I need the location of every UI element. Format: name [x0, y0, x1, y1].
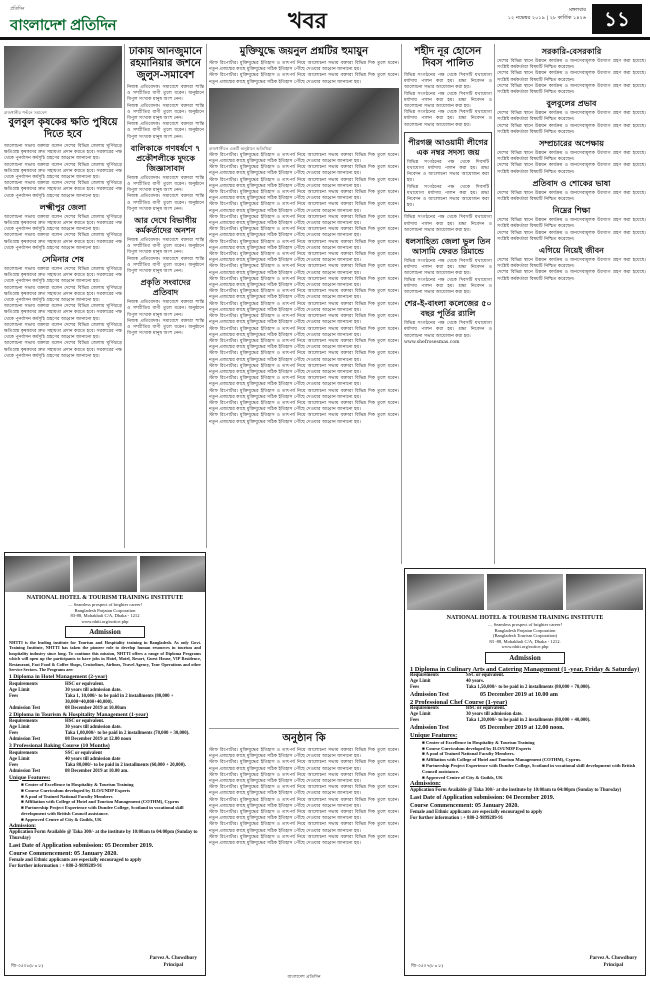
- article-body: আলোচনা সভায় বক্তারা বলেন দেশের বিভিন্ন জেলায় ঘূর্ণিঝড়ে ক্ষতিগ্রস্ত কৃষকদের দ্রুত সহায়তা প্রদান করতে হবে। সরকারের পক্ষ থেকে পুনর্বাসন কর্মসূচি গ্রহণের আহ্বান জানানো হয়।: [4, 144, 122, 162]
- headline[interactable]: নিম্নের শিক্ষা: [552, 206, 591, 216]
- article-body: স্টাফ রিপোর্টার। মুক্তিযুদ্ধের ইতিহাস ও তাৎপর্য নিয়ে আলোচনা সভায় বক্তারা বিভিন্ন দিক তুলে ধরেন। নতুন প্রজন্মের কাছে মুক্তিযুদ্ধের সঠিক ইতিহাস পৌঁছে দেওয়ার আহ্বান জানানো হয়।: [209, 227, 399, 239]
- article-body: বিভিন্ন সংগঠনের পক্ষ থেকে দিবসটি যথাযোগ্য মর্যাদায় পালন করা হয়। শ্রদ্ধা নিবেদন ও আলোচনা সভার আয়োজন করা হয়।: [404, 215, 492, 233]
- article-body: দেশের বিভিন্ন স্থানে উন্নয়ন কার্যক্রম ও জনসেবামূলক উদ্যোগ গ্রহণ করা হয়েছে। সংশ্লিষ্ট কর্মকর্তারা বিষয়টি নিশ্চিত করেছেন।: [497, 218, 646, 230]
- nhtti-advertisement-left[interactable]: [4, 552, 206, 976]
- feature-item: ■ Partnership Project Experience with Dundee College, Scotland in vocational skill development with British Council assistance.: [21, 805, 184, 817]
- article-body: আলোচনা সভায় বক্তারা বলেন দেশের বিভিন্ন জেলায় ঘূর্ণিঝড়ে ক্ষতিগ্রস্ত কৃষকদের দ্রুত সহায়তা প্রদান করতে হবে। সরকারের পক্ষ থেকে পুনর্বাসন কর্মসূচি গ্রহণের আহ্বান জানানো হয়।: [4, 214, 122, 233]
- nhtti-advertisement-right[interactable]: [404, 568, 646, 976]
- article-body: স্টাফ রিপোর্টার। মুক্তিযুদ্ধের ইতিহাস ও তাৎপর্য নিয়ে আলোচনা সভায় বক্তারা বিভিন্ন দিক তুলে ধরেন। নতুন প্রজন্মের কাছে মুক্তিযুদ্ধের সঠিক ইতিহাস পৌঁছে দেওয়ার আহ্বান জানানো হয়।: [209, 822, 399, 834]
- page-number: ১১: [592, 4, 642, 34]
- article-body: দেশের বিভিন্ন স্থানে উন্নয়ন কার্যক্রম ও জনসেবামূলক উদ্যোগ গ্রহণ করা হয়েছে। সংশ্লিষ্ট কর্মকর্তারা বিষয়টি নিশ্চিত করেছেন।: [497, 163, 646, 175]
- column-2: [127, 44, 204, 548]
- article-body: স্টাফ রিপোর্টার। মুক্তিযুদ্ধের ইতিহাস ও তাৎপর্য নিয়ে আলোচনা সভায় বক্তারা বিভিন্ন দিক তুলে ধরেন। নতুন প্রজন্মের কাছে মুক্তিযুদ্ধের সঠিক ইতিহাস পৌঁছে দেওয়ার আহ্বান জানানো হয়।: [209, 810, 399, 822]
- headline[interactable]: প্রতিবাদ ও শোকের ভাষা: [532, 178, 611, 188]
- article-body: স্টাফ রিপোর্টার। মুক্তিযুদ্ধের ইতিহাস ও তাৎপর্য নিয়ে আলোচনা সভায় বক্তারা বিভিন্ন দিক তুলে ধরেন। নতুন প্রজন্মের কাছে মুক্তিযুদ্ধের সঠিক ইতিহাস পৌঁছে দেওয়ার আহ্বান জানানো হয়।: [209, 748, 399, 760]
- article-body: নিজস্ব প্রতিবেদক। সমাবেশে বক্তারা শান্তি ও সম্প্রীতির বাণী তুলে ধরেন। অনুষ্ঠানে বিপুল সংখ্যক মানুষ অংশ নেন।: [127, 318, 204, 337]
- headline[interactable]: পীরগঞ্জ আওয়ামী লীগের এক নম্বর সদস্য জয়: [408, 137, 488, 157]
- feature-item: ■ Course Curriculum developed by ILO/UNDP Experts: [21, 787, 131, 793]
- article-body: স্টাফ রিপোর্টার। মুক্তিযুদ্ধের ইতিহাস ও তাৎপর্য নিয়ে আলোচনা সভায় বক্তারা বিভিন্ন দিক তুলে ধরেন। নতুন প্রজন্মের কাছে মুক্তিযুদ্ধের সঠিক ইতিহাস পৌঁছে দেওয়ার আহ্বান জানানো হয়।: [209, 190, 399, 202]
- feature-item: ■ A pool of Trained National Faculty Members: [21, 793, 113, 799]
- unique-features-title: Unique Features:: [410, 732, 458, 740]
- article-body: বিভিন্ন সংগঠনের পক্ষ থেকে দিবসটি যথাযোগ্য মর্যাদায় পালন করা হয়। শ্রদ্ধা নিবেদন ও আলোচনা সভার আয়োজন করা হয়।: [404, 73, 492, 91]
- ad-photo: [407, 574, 484, 610]
- article-body: স্টাফ রিপোর্টার। মুক্তিযুদ্ধের ইতিহাস ও তাৎপর্য নিয়ে আলোচনা সভায় বক্তারা বিভিন্ন দিক তুলে ধরেন। নতুন প্রজন্মের কাছে মুক্তিযুদ্ধের সঠিক ইতিহাস পৌঁছে দেওয়ার আহ্বান জানানো হয়।: [209, 276, 399, 289]
- article-body: স্টাফ রিপোর্টার। মুক্তিযুদ্ধের ইতিহাস ও তাৎপর্য নিয়ে আলোচনা সভায় বক্তারা বিভিন্ন দিক তুলে ধরেন। নতুন প্রজন্মের কাছে মুক্তিযুদ্ধের সঠিক ইতিহাস পৌঁছে দেওয়ার আহ্বান জানানো হয়।: [209, 797, 399, 809]
- article-body: বিভিন্ন সংগঠনের পক্ষ থেকে দিবসটি যথাযোগ্য মর্যাদায় পালন করা হয়। শ্রদ্ধা নিবেদন ও আলোচনা সভার আয়োজন করা হয়।: [407, 159, 489, 184]
- program-2: 2 Professional Chef Course (1-year) Requirements HSC or equivalent. Age Limit 30 years till admission date. Fees Taka 1,20,000/- to be paid in 2 installments (80,000 + 40,000). Admission Test 05 December 2019 at 12.00 noon.: [410, 698, 591, 732]
- column-5: [497, 44, 646, 564]
- female-note: Female and Ethnic applicants are especially encouraged to apply: [410, 809, 543, 815]
- ad-org-name: NATIONAL HOTEL & TOURISM TRAINING INSTITUTE: [446, 615, 604, 621]
- news-photo[interactable]: [4, 46, 122, 108]
- column-divider: [206, 44, 207, 548]
- ad-photo: [140, 556, 205, 592]
- column-1: [4, 44, 122, 548]
- last-date: Last Date of Application submission: 04 December 2019.: [410, 794, 555, 801]
- feature-item: ■ Affiliation with College of Hotel and Tourism Management (COTHM), Cyprus: [21, 799, 180, 805]
- feature-item: ■ Center of Excellence in Hospitality & Tourism Training: [422, 739, 535, 745]
- headline[interactable]: বুলবুল কৃষকের ক্ষতি পুষিয়ে দিতে হবে: [8, 117, 118, 140]
- headline[interactable]: বুলবুলের প্রভাব: [546, 99, 597, 109]
- article-body: নিজস্ব প্রতিবেদক। সমাবেশে বক্তারা শান্তি ও সম্প্রীতির বাণী তুলে ধরেন। অনুষ্ঠানে বিপুল সংখ্যক মানুষ অংশ নেন।: [127, 85, 204, 103]
- column-3-lower: [209, 731, 399, 921]
- article-body: দেশের বিভিন্ন স্থানে উন্নয়ন কার্যক্রম ও জনসেবামূলক উদ্যোগ গ্রহণ করা হয়েছে। সংশ্লিষ্ট কর্মকর্তারা বিষয়টি নিশ্চিত করেছেন।: [497, 123, 646, 135]
- article-body: স্টাফ রিপোর্টার। মুক্তিযুদ্ধের ইতিহাস ও তাৎপর্য নিয়ে আলোচনা সভায় বক্তারা বিভিন্ন দিক তুলে ধরেন। নতুন প্রজন্মের কাছে মুক্তিযুদ্ধের সঠিক ইতিহাস পৌঁছে দেওয়ার আহ্বান জানানো হয়।: [209, 264, 399, 276]
- article-body: নিজস্ব প্রতিবেদক। সমাবেশে বক্তারা শান্তি ও সম্প্রীতির বাণী তুলে ধরেন। অনুষ্ঠানে বিপুল সংখ্যক মানুষ অংশ নেন।: [127, 256, 204, 275]
- headline[interactable]: আর দেখে বিভাগীয় কর্মকর্তাদের অনশন: [134, 216, 197, 236]
- article-body: স্টাফ রিপোর্টার। মুক্তিযুদ্ধের ইতিহাস ও তাৎপর্য নিয়ে আলোচনা সভায় বক্তারা বিভিন্ন দিক তুলে ধরেন। নতুন প্রজন্মের কাছে মুক্তিযুদ্ধের সঠিক ইতিহাস পৌঁছে দেওয়ার আহ্বান জানানো হয়।: [209, 351, 399, 363]
- article-body: স্টাফ রিপোর্টার। মুক্তিযুদ্ধের ইতিহাস ও তাৎপর্য নিয়ে আলোচনা সভায় বক্তারা বিভিন্ন দিক তুলে ধরেন। নতুন প্রজন্মের কাছে মুক্তিযুদ্ধের সঠিক ইতিহাস পৌঁছে দেওয়ার আহ্বান জানানো হয়।: [209, 202, 399, 214]
- article-body: আলোচনা সভায় বক্তারা বলেন দেশের বিভিন্ন জেলায় ঘূর্ণিঝড়ে ক্ষতিগ্রস্ত কৃষকদের দ্রুত সহায়তা প্রদান করতে হবে। সরকারের পক্ষ থেকে পুনর্বাসন কর্মসূচি গ্রহণের আহ্বান জানানো হয়।: [4, 304, 122, 322]
- last-date: Last Date of Application submission: 05 December 2019.: [9, 843, 154, 850]
- ad-intro: NHTTI is the leading institute for Tourism and Hospitality training in Bangladesh. As only Govt. Training Institute, NHTTI has taken the pioneer role to develop human resources in tourism and hospitality industry since long. To continue this mission, NHTTI offers a range of Diploma Programs which will open up the participants to have jobs in Hotel, Motel, Resort, Guest House, VIP Residence, Restaurant, Fast Food & Coffee Shops, Cruiselines, Airlines, Travel Agency, Tour Operations and other Service Sectors. The Programs are:: [9, 640, 201, 673]
- article-body: দেশের বিভিন্ন স্থানে উন্নয়ন কার্যক্রম ও জনসেবামূলক উদ্যোগ গ্রহণ করা হয়েছে। সংশ্লিষ্ট কর্মকর্তারা বিষয়টি নিশ্চিত করেছেন।: [497, 270, 646, 282]
- column-divider: [494, 44, 495, 564]
- ad-photo-strip: [5, 556, 205, 592]
- article-body: স্টাফ রিপোর্টার। মুক্তিযুদ্ধের ইতিহাস ও তাৎপর্য নিয়ে আলোচনা সভায় বক্তারা বিভিন্ন দিক তুলে ধরেন। নতুন প্রজন্মের কাছে মুক্তিযুদ্ধের সঠিক ইতিহাস পৌঁছে দেওয়ার আহ্বান জানানো হয়।: [209, 834, 399, 847]
- feature-item: ■ Affiliation with College of Hotel and Tourism Management (COTHM), Cyprus.: [422, 757, 582, 763]
- article-body: স্টাফ রিপোর্টার। মুক্তিযুদ্ধের ইতিহাস ও তাৎপর্য নিয়ে আলোচনা সভায় বক্তারা বিভিন্ন দিক তুলে ধরেন। নতুন প্রজন্মের কাছে মুক্তিযুদ্ধের সঠিক ইতিহাস পৌঁছে দেওয়ার আহ্বান জানানো হয়।: [209, 301, 399, 313]
- ad-code: জি-৩৫০৮(৮ x ৮): [11, 963, 43, 968]
- contact-info: For further information : + 880-2-9899289-91: [9, 864, 103, 870]
- ad-photo: [5, 556, 70, 592]
- feature-item: ■ Approved Centre of City & Guilds, UK: [21, 816, 102, 822]
- photo-caption: রাজধানীর পল্টনে সমাবেশ: [4, 110, 47, 115]
- article-body: দেশের বিভিন্ন স্থানে উন্নয়ন কার্যক্রম ও জনসেবামূলক উদ্যোগ গ্রহণ করা হয়েছে। সংশ্লিষ্ট কর্মকর্তারা বিষয়টি নিশ্চিত করেছেন।: [497, 59, 646, 71]
- headline[interactable]: ঢাকায় আনজুমানে রহমানিয়ার জশনে জুলুস-সমাবেশ: [129, 46, 202, 81]
- ad-body: [5, 640, 205, 870]
- masthead: [0, 0, 650, 40]
- ad-parent: Bangladesh Parjatan Corporation: [494, 627, 556, 633]
- article-body: স্টাফ রিপোর্টার। মুক্তিযুদ্ধের ইতিহাস ও তাৎপর্য নিয়ে আলোচনা সভায় বক্তারা বিভিন্ন দিক তুলে ধরেন। নতুন প্রজন্মের কাছে মুক্তিযুদ্ধের সঠিক ইতিহাস পৌঁছে দেওয়ার আহ্বান জানানো হয়।: [209, 760, 399, 772]
- article-body: স্টাফ রিপোর্টার। মুক্তিযুদ্ধের ইতিহাস ও তাৎপর্য নিয়ে আলোচনা সভায় বক্তারা বিভিন্ন দিক তুলে ধরেন। নতুন প্রজন্মের কাছে মুক্তিযুদ্ধের সঠিক ইতিহাস পৌঁছে দেওয়ার আহ্বান জানানো হয়।: [209, 400, 399, 413]
- admission-text: Application Form Available @ Taka 300/- at the institute by 10:00am to 04:00pm (Sunday to Thursday): [410, 787, 622, 793]
- article-body: স্টাফ রিপোর্টার। মুক্তিযুদ্ধের ইতিহাস ও তাৎপর্য নিয়ে আলোচনা সভায় বক্তারা বিভিন্ন দিক তুলে ধরেন। নতুন প্রজন্মের কাছে মুক্তিযুদ্ধের সঠিক ইতিহাস পৌঁছে দেওয়ার আহ্বান জানানো হয়।: [209, 165, 399, 177]
- signature-block: Parvez A. Chowdhury Principal: [149, 956, 197, 968]
- article-body: দেশের বিভিন্ন স্থানে উন্নয়ন কার্যক্রম ও জনসেবামূলক উদ্যোগ গ্রহণ করা হয়েছে। সংশ্লিষ্ট কর্মকর্তারা বিষয়টি নিশ্চিত করেছেন।: [497, 258, 646, 270]
- female-note: Female and Ethnic applicants are especially encouraged to apply: [9, 858, 142, 864]
- headline[interactable]: এগিয়ে নিয়েই জীবন: [539, 246, 604, 256]
- article-body: আলোচনা সভায় বক্তারা বলেন দেশের বিভিন্ন জেলায় ঘূর্ণিঝড়ে ক্ষতিগ্রস্ত কৃষকদের দ্রুত সহায়তা প্রদান করতে হবে। সরকারের পক্ষ থেকে পুনর্বাসন কর্মসূচি গ্রহণের আহ্বান জানানো হয়।: [4, 162, 122, 181]
- feature-item: ■ Partnership Project Experience with Dundee College, Scotland in vocational skill development with British Council assistance.: [422, 762, 636, 774]
- course-commencement: Course Commencement: 05 January 2020.: [9, 851, 118, 858]
- news-photo[interactable]: [209, 88, 399, 144]
- article-body: স্টাফ রিপোর্টার। মুক্তিযুদ্ধের ইতিহাস ও তাৎপর্য নিয়ে আলোচনা সভায় বক্তারা বিভিন্ন দিক তুলে ধরেন। নতুন প্রজন্মের কাছে মুক্তিযুদ্ধের সঠিক ইতিহাস পৌঁছে দেওয়ার আহ্বান জানানো হয়।: [209, 326, 399, 338]
- ad-website[interactable]: www.nhtti.org/notice.php: [81, 618, 129, 624]
- ad-website[interactable]: www.nhtti.org/notice.php: [501, 644, 549, 649]
- ad-photo: [566, 574, 643, 610]
- article-body: বিভিন্ন সংগঠনের পক্ষ থেকে দিবসটি যথাযোগ্য মর্যাদায় পালন করা হয়। শ্রদ্ধা নিবেদন ও আলোচনা সভার আয়োজন করা হয়।: [404, 110, 492, 128]
- admission-button[interactable]: Admission: [485, 652, 565, 664]
- course-commencement: Course Commencement: 05 January 2020.: [410, 802, 519, 809]
- ad-parent: Bangladesh Parjatan Corporation: [74, 607, 136, 613]
- column-divider: [124, 44, 125, 548]
- article-body: স্টাফ রিপোর্টার। মুক্তিযুদ্ধের ইতিহাস ও তাৎপর্য নিয়ে আলোচনা সভায় বক্তারা বিভিন্ন দিক তুলে ধরেন। নতুন প্রজন্মের কাছে মুক্তিযুদ্ধের সঠিক ইতিহাস পৌঁছে দেওয়ার আহ্বান জানানো হয়।: [209, 376, 399, 388]
- article-body: বিভিন্ন সংগঠনের পক্ষ থেকে দিবসটি যথাযোগ্য মর্যাদায় পালন করা হয়। শ্রদ্ধা নিবেদন ও আলোচনা সভার আয়োজন করা হয়।: [404, 259, 492, 277]
- headline[interactable]: সম্প্রচারের অপেক্ষায়: [539, 139, 604, 149]
- article-body: নিজস্ব প্রতিবেদক। সমাবেশে বক্তারা শান্তি ও সম্প্রীতির বাণী তুলে ধরেন। অনুষ্ঠানে বিপুল সংখ্যক মানুষ অংশ নেন।: [127, 300, 204, 318]
- article-body: আলোচনা সভায় বক্তারা বলেন দেশের বিভিন্ন জেলায় ঘূর্ণিঝড়ে ক্ষতিগ্রস্ত কৃষকদের দ্রুত সহায়তা প্রদান করতে হবে। সরকারের পক্ষ থেকে পুনর্বাসন কর্মসূচি গ্রহণের আহ্বান জানানো হয়।: [4, 233, 122, 251]
- article-body: বিভিন্ন সংগঠনের পক্ষ থেকে দিবসটি যথাযোগ্য মর্যাদায় পালন করা হয়। শ্রদ্ধা নিবেদন ও আলোচনা সভার আয়োজন করা হয়।: [404, 91, 492, 110]
- article-body: আলোচনা সভায় বক্তারা বলেন দেশের বিভিন্ন জেলায় ঘূর্ণিঝড়ে ক্ষতিগ্রস্ত কৃষকদের দ্রুত সহায়তা প্রদান করতে হবে। সরকারের পক্ষ থেকে পুনর্বাসন কর্মসূচি গ্রহণের আহ্বান জানানো হয়।: [4, 267, 122, 285]
- ad-code: জি-৩৫০৭(৮ x ৮): [411, 963, 443, 968]
- ad-address: 83-88, Mohakhali C/A, Dhaka - 1212: [70, 613, 140, 618]
- article-body: স্টাফ রিপোর্টার। মুক্তিযুদ্ধের ইতিহাস ও তাৎপর্য নিয়ে আলোচনা সভায় বক্তারা বিভিন্ন দিক তুলে ধরেন। নতুন প্রজন্মের কাছে মুক্তিযুদ্ধের সঠিক ইতিহাস পৌঁছে দেওয়ার আহ্বান জানানো হয়।: [209, 252, 399, 264]
- ad-address: 83 -88, Mohakhali C/A, Dhaka - 1212.: [489, 638, 561, 644]
- program-2: 2 Diploma in Tourism & Hospitality Management (1-year) Requirements HSC or equivalent. Age Limit 30 years till admission date. Fees Taka 1,00,000/- to be paid in 2 installments (70,000 + 30,000). Admission Test 08 December 2019 at 12.00 noon: [9, 711, 190, 743]
- boxed-story: [404, 132, 492, 213]
- article-body: স্টাফ রিপোর্টার। মুক্তিযুদ্ধের ইতিহাস ও তাৎপর্য নিয়ে আলোচনা সভায় বক্তারা বিভিন্ন দিক তুলে ধরেন। নতুন প্রজন্মের কাছে মুক্তিযুদ্ধের সঠিক ইতিহাস পৌঁছে দেওয়ার আহ্বান জানানো হয়।: [209, 413, 399, 425]
- headline[interactable]: প্রকৃতি সংবাদের প্রতিবাদ: [140, 278, 191, 298]
- article-body: বিভিন্ন সংগঠনের পক্ষ থেকে দিবসটি যথাযোগ্য মর্যাদায় পালন করা হয়। শ্রদ্ধা নিবেদন ও আলোচনা সভার আয়োজন করা হয়।: [407, 184, 489, 209]
- section-divider: [209, 728, 399, 729]
- article-body: দেশের বিভিন্ন স্থানে উন্নয়ন কার্যক্রম ও জনসেবামূলক উদ্যোগ গ্রহণ করা হয়েছে। সংশ্লিষ্ট কর্মকর্তারা বিষয়টি নিশ্চিত করেছেন।: [497, 83, 646, 96]
- column-divider: [401, 44, 402, 564]
- headline[interactable]: মুক্তিযুদ্ধে জয়নুল প্রশ্নটির হুমায়ুন: [239, 46, 369, 57]
- feature-item: ■ Center of Excellence in Hospitality & Tourism Training: [21, 782, 134, 788]
- article-body: নিজস্ব প্রতিবেদক। সমাবেশে বক্তারা শান্তি ও সম্প্রীতির বাণী তুলে ধরেন। অনুষ্ঠানে বিপুল সংখ্যক মানুষ অংশ নেন।: [127, 238, 204, 256]
- article-body: স্টাফ রিপোর্টার। মুক্তিযুদ্ধের ইতিহাস ও তাৎপর্য নিয়ে আলোচনা সভায় বক্তারা বিভিন্ন দিক তুলে ধরেন। নতুন প্রজন্মের কাছে মুক্তিযুদ্ধের সঠিক ইতিহাস পৌঁছে দেওয়ার আহ্বান জানানো হয়।: [209, 177, 399, 189]
- article-body: দেশের বিভিন্ন স্থানে উন্নয়ন কার্যক্রম ও জনসেবামূলক উদ্যোগ গ্রহণ করা হয়েছে। সংশ্লিষ্ট কর্মকর্তারা বিষয়টি নিশ্চিত করেছেন।: [497, 151, 646, 163]
- signature-block: Parvez A. Chowdhury Principal: [589, 956, 637, 968]
- article-body: স্টাফ রিপোর্টার। মুক্তিযুদ্ধের ইতিহাস ও তাৎপর্য নিয়ে আলোচনা সভায় বক্তারা বিভিন্ন দিক তুলে ধরেন। নতুন প্রজন্মের কাছে মুক্তিযুদ্ধের সঠিক ইতিহাস পৌঁছে দেওয়ার আহ্বান জানানো হয়।: [209, 214, 399, 227]
- article-body: স্টাফ রিপোর্টার। মুক্তিযুদ্ধের ইতিহাস ও তাৎপর্য নিয়ে আলোচনা সভায় বক্তারা বিভিন্ন দিক তুলে ধরেন। নতুন প্রজন্মের কাছে মুক্তিযুদ্ধের সঠিক ইতিহাস পৌঁছে দেওয়ার আহ্বান জানানো হয়।: [209, 73, 399, 85]
- website-link[interactable]: www.shefrosesmas.com: [404, 339, 460, 345]
- admission-title: Admission:: [9, 822, 37, 829]
- headline[interactable]: শহীদ নূর হোসেন দিবস পালিত: [414, 46, 482, 69]
- article-body: স্টাফ রিপোর্টার। মুক্তিযুদ্ধের ইতিহাস ও তাৎপর্য নিয়ে আলোচনা সভায় বক্তারা বিভিন্ন দিক তুলে ধরেন। নতুন প্রজন্মের কাছে মুক্তিযুদ্ধের সঠিক ইতিহাস পৌঁছে দেওয়ার আহ্বান জানানো হয়।: [209, 363, 399, 375]
- article-body: স্টাফ রিপোর্টার। মুক্তিযুদ্ধের ইতিহাস ও তাৎপর্য নিয়ে আলোচনা সভায় বক্তারা বিভিন্ন দিক তুলে ধরেন। নতুন প্রজন্মের কাছে মুক্তিযুদ্ধের সঠিক ইতিহাস পৌঁছে দেওয়ার আহ্বান জানানো হয়।: [209, 289, 399, 301]
- ad-photo-strip: [405, 572, 645, 612]
- admission-button[interactable]: Admission: [65, 626, 145, 638]
- article-body: বিভিন্ন সংগঠনের পক্ষ থেকে দিবসটি যথাযোগ্য মর্যাদায় পালন করা হয়। শ্রদ্ধা নিবেদন ও আলোচনা সভার আয়োজন করা হয়।: [404, 321, 492, 339]
- article-body: আলোচনা সভায় বক্তারা বলেন দেশের বিভিন্ন জেলায় ঘূর্ণিঝড়ে ক্ষতিগ্রস্ত কৃষকদের দ্রুত সহায়তা প্রদান করতে হবে। সরকারের পক্ষ থেকে পুনর্বাসন কর্মসূচি গ্রহণের আহ্বান জানানো হয়।: [4, 285, 122, 304]
- headline[interactable]: লক্ষ্মীপুর জেলা: [39, 202, 87, 212]
- photo-caption: রাজধানীতে একটি অনুষ্ঠানে অতিথিরা: [209, 145, 272, 151]
- page-footer: বাংলাদেশ প্রতিদিন: [287, 975, 321, 980]
- article-body: স্টাফ রিপোর্টার। মুক্তিযুদ্ধের ইতিহাস ও তাৎপর্য নিয়ে আলোচনা সভায় বক্তারা বিভিন্ন দিক তুলে ধরেন। নতুন প্রজন্মের কাছে মুক্তিযুদ্ধের সঠিক ইতিহাস পৌঁছে দেওয়ার আহ্বান জানানো হয়।: [209, 772, 399, 785]
- ad-photo: [487, 574, 564, 610]
- section-title: খবর: [288, 9, 327, 34]
- ad-org-name: NATIONAL HOTEL & TOURISM TRAINING INSTITUTE: [26, 595, 184, 601]
- article-body: দেশের বিভিন্ন স্থানে উন্নয়ন কার্যক্রম ও জনসেবামূলক উদ্যোগ গ্রহণ করা হয়েছে। সংশ্লিষ্ট কর্মকর্তারা বিষয়টি নিশ্চিত করেছেন।: [497, 230, 646, 242]
- article-body: স্টাফ রিপোর্টার। মুক্তিযুদ্ধের ইতিহাস ও তাৎপর্য নিয়ে আলোচনা সভায় বক্তারা বিভিন্ন দিক তুলে ধরেন। নতুন প্রজন্মের কাছে মুক্তিযুদ্ধের সঠিক ইতিহাস পৌঁছে দেওয়ার আহ্বান জানানো হয়।: [209, 61, 399, 73]
- headline[interactable]: অনুষ্ঠান কি: [282, 733, 326, 744]
- article-body: স্টাফ রিপোর্টার। মুক্তিযুদ্ধের ইতিহাস ও তাৎপর্য নিয়ে আলোচনা সভায় বক্তারা বিভিন্ন দিক তুলে ধরেন। নতুন প্রজন্মের কাছে মুক্তিযুদ্ধের সঠিক ইতিহাস পৌঁছে দেওয়ার আহ্বান জানানো হয়।: [209, 388, 399, 400]
- ad-parent-en: (Bangladesh Tourism Corporation): [492, 633, 558, 638]
- article-body: স্টাফ রিপোর্টার। মুক্তিযুদ্ধের ইতিহাস ও তাৎপর্য নিয়ে আলোচনা সভায় বক্তারা বিভিন্ন দিক তুলে ধরেন। নতুন প্রজন্মের কাছে মুক্তিযুদ্ধের সঠিক ইতিহাস পৌঁছে দেওয়ার আহ্বান জানানো হয়।: [209, 239, 399, 251]
- ad-body: [405, 666, 645, 822]
- article-body: আলোচনা সভায় বক্তারা বলেন দেশের বিভিন্ন জেলায় ঘূর্ণিঝড়ে ক্ষতিগ্রস্ত কৃষকদের দ্রুত সহায়তা প্রদান করতে হবে। সরকারের পক্ষ থেকে পুনর্বাসন কর্মসূচি গ্রহণের আহ্বান জানানো হয়।: [4, 341, 122, 359]
- issue-date: মঙ্গলবার ১২ নভেম্বর ২০১৯ | ২৮ কার্তিক ১৪২৬: [507, 7, 586, 21]
- admission-title: Admission:: [410, 780, 441, 788]
- article-body: দেশের বিভিন্ন স্থানে উন্নয়ন কার্যক্রম ও জনসেবামূলক উদ্যোগ গ্রহণ করা হয়েছে। সংশ্লিষ্ট কর্মকর্তারা বিষয়টি নিশ্চিত করেছেন।: [497, 111, 646, 123]
- article-body: স্টাফ রিপোর্টার। মুক্তিযুদ্ধের ইতিহাস ও তাৎপর্য নিয়ে আলোচনা সভায় বক্তারা বিভিন্ন দিক তুলে ধরেন। নতুন প্রজন্মের কাছে মুক্তিযুদ্ধের সঠিক ইতিহাস পৌঁছে দেওয়ার আহ্বান জানানো হয়।: [209, 785, 399, 797]
- headline[interactable]: সেমিনার শেষ: [42, 255, 84, 265]
- article-body: আলোচনা সভায় বক্তারা বলেন দেশের বিভিন্ন জেলায় ঘূর্ণিঝড়ে ক্ষতিগ্রস্ত কৃষকদের দ্রুত সহায়তা প্রদান করতে হবে। সরকারের পক্ষ থেকে পুনর্বাসন কর্মসূচি গ্রহণের আহ্বান জানানো হয়।: [4, 181, 122, 199]
- article-body: দেশের বিভিন্ন স্থানে উন্নয়ন কার্যক্রম ও জনসেবামূলক উদ্যোগ গ্রহণ করা হয়েছে। সংশ্লিষ্ট কর্মকর্তারা বিষয়টি নিশ্চিত করেছেন।: [497, 190, 646, 203]
- headline[interactable]: শের-ই-বাংলা কলেজের ৫০ বছর পূর্তির র‍্যালি: [404, 299, 492, 319]
- admission-text: Application Form Available @ Taka 300/- at the institute by 10:00am to 04:00pm (Sunday to Thursday): [9, 830, 198, 842]
- article-body: নিজস্ব প্রতিবেদক। সমাবেশে বক্তারা শান্তি ও সম্প্রীতির বাণী তুলে ধরেন। অনুষ্ঠানে বিপুল সংখ্যক মানুষ অংশ নেন।: [127, 175, 204, 194]
- article-body: নিজস্ব প্রতিবেদক। সমাবেশে বক্তারা শান্তি ও সম্প্রীতির বাণী তুলে ধরেন। অনুষ্ঠানে বিপুল সংখ্যক মানুষ অংশ নেন।: [127, 122, 204, 140]
- contact-info: For further information : + 880-2-9899289-91: [410, 815, 504, 821]
- program-3: 3 Professional Baking Course (10 Months) Requirements SSC or equivalent Age Limit 40 years till admission date Fees Taka 80,000/- to be paid in 2 installments (60,000 + 20,000). Admission Test 08 December 2019 at 10.00 am.: [9, 743, 186, 774]
- article-body: নিজস্ব প্রতিবেদক। সমাবেশে বক্তারা শান্তি ও সম্প্রীতির বাণী তুলে ধরেন। অনুষ্ঠানে বিপুল সংখ্যক মানুষ অংশ নেন।: [127, 194, 204, 212]
- unique-features-title: Unique Features:: [9, 774, 51, 781]
- article-body: নিজস্ব প্রতিবেদক। সমাবেশে বক্তারা শান্তি ও সম্প্রীতির বাণী তুলে ধরেন। অনুষ্ঠানে বিপুল সংখ্যক মানুষ অংশ নেন।: [127, 103, 204, 122]
- program-1: 1 Diploma in Culinary Arts and Catering Management (1 -year, Friday & Saturday) Requirements SSC or equivalent. Age Limit 40 years. Fees Taka 1,50,000/- to be paid in 2 installments (80,000 + 70,000). Admission Test 05 December 2019 at 10.00 am: [410, 665, 640, 698]
- feature-item: ■ Course Curriculum developed by ILO/UNDP Experts: [422, 745, 532, 751]
- feature-item: ■ Approved Centre of City & Guilds, UK: [422, 774, 503, 780]
- article-body: স্টাফ রিপোর্টার। মুক্তিযুদ্ধের ইতিহাস ও তাৎপর্য নিয়ে আলোচনা সভায় বক্তারা বিভিন্ন দিক তুলে ধরেন। নতুন প্রজন্মের কাছে মুক্তিযুদ্ধের সঠিক ইতিহাস পৌঁছে দেওয়ার আহ্বান জানানো হয়।: [209, 152, 399, 165]
- ad-slogan: .... Seamless prospect of brighter career!: [67, 602, 143, 607]
- headline[interactable]: সরকারি-বেসরকারি: [541, 47, 602, 56]
- ad-photo: [73, 556, 138, 592]
- newspaper-logo[interactable]: প্রতিদিন বাংলাদেশ প্রতিদিন: [10, 6, 117, 34]
- article-body: স্টাফ রিপোর্টার। মুক্তিযুদ্ধের ইতিহাস ও তাৎপর্য নিয়ে আলোচনা সভায় বক্তারা বিভিন্ন দিক তুলে ধরেন। নতুন প্রজন্মের কাছে মুক্তিযুদ্ধের সঠিক ইতিহাস পৌঁছে দেওয়ার আহ্বান জানানো হয়।: [209, 338, 399, 351]
- feature-item: ■ A pool of Trained National Faculty Members.: [422, 751, 515, 757]
- program-1: 1 Diploma in Hotel Management (2-year) Requirements HSC or equivalent. Age Limit 30 years till admission date. Fees Taka 1, 10,000/- to be paid in 2 installments (80,000 + 30,000=40,000+40,000). Admission Test 08 December 2019 at 10.00am: [9, 674, 174, 711]
- article-body: বিভিন্ন সংগঠনের পক্ষ থেকে দিবসটি যথাযোগ্য মর্যাদায় পালন করা হয়। শ্রদ্ধা নিবেদন ও আলোচনা সভার আয়োজন করা হয়।: [404, 277, 492, 296]
- headline[interactable]: বালিকাকে গণধর্ষণে ৭ প্রকৌশলীকে দুদকে জিজ্ঞাসাবাদ: [130, 143, 201, 173]
- article-body: আলোচনা সভায় বক্তারা বলেন দেশের বিভিন্ন জেলায় ঘূর্ণিঝড়ে ক্ষতিগ্রস্ত কৃষকদের দ্রুত সহায়তা প্রদান করতে হবে। সরকারের পক্ষ থেকে পুনর্বাসন কর্মসূচি গ্রহণের আহ্বান জানানো হয়।: [4, 322, 122, 341]
- column-4: [404, 44, 492, 564]
- headline[interactable]: ধলসাহিত্য জেলা ভুল তিন আসামি ফেরত রিমান্ডে: [405, 237, 491, 257]
- article-body: দেশের বিভিন্ন স্থানে উন্নয়ন কার্যক্রম ও জনসেবামূলক উদ্যোগ গ্রহণ করা হয়েছে। সংশ্লিষ্ট কর্মকর্তারা বিষয়টি নিশ্চিত করেছেন।: [497, 71, 646, 83]
- ad-slogan: .... Seamless prospect of brighter career!: [487, 622, 563, 627]
- article-body: স্টাফ রিপোর্টার। মুক্তিযুদ্ধের ইতিহাস ও তাৎপর্য নিয়ে আলোচনা সভায় বক্তারা বিভিন্ন দিক তুলে ধরেন। নতুন প্রজন্মের কাছে মুক্তিযুদ্ধের সঠিক ইতিহাস পৌঁছে দেওয়ার আহ্বান জানানো হয়।: [209, 314, 399, 326]
